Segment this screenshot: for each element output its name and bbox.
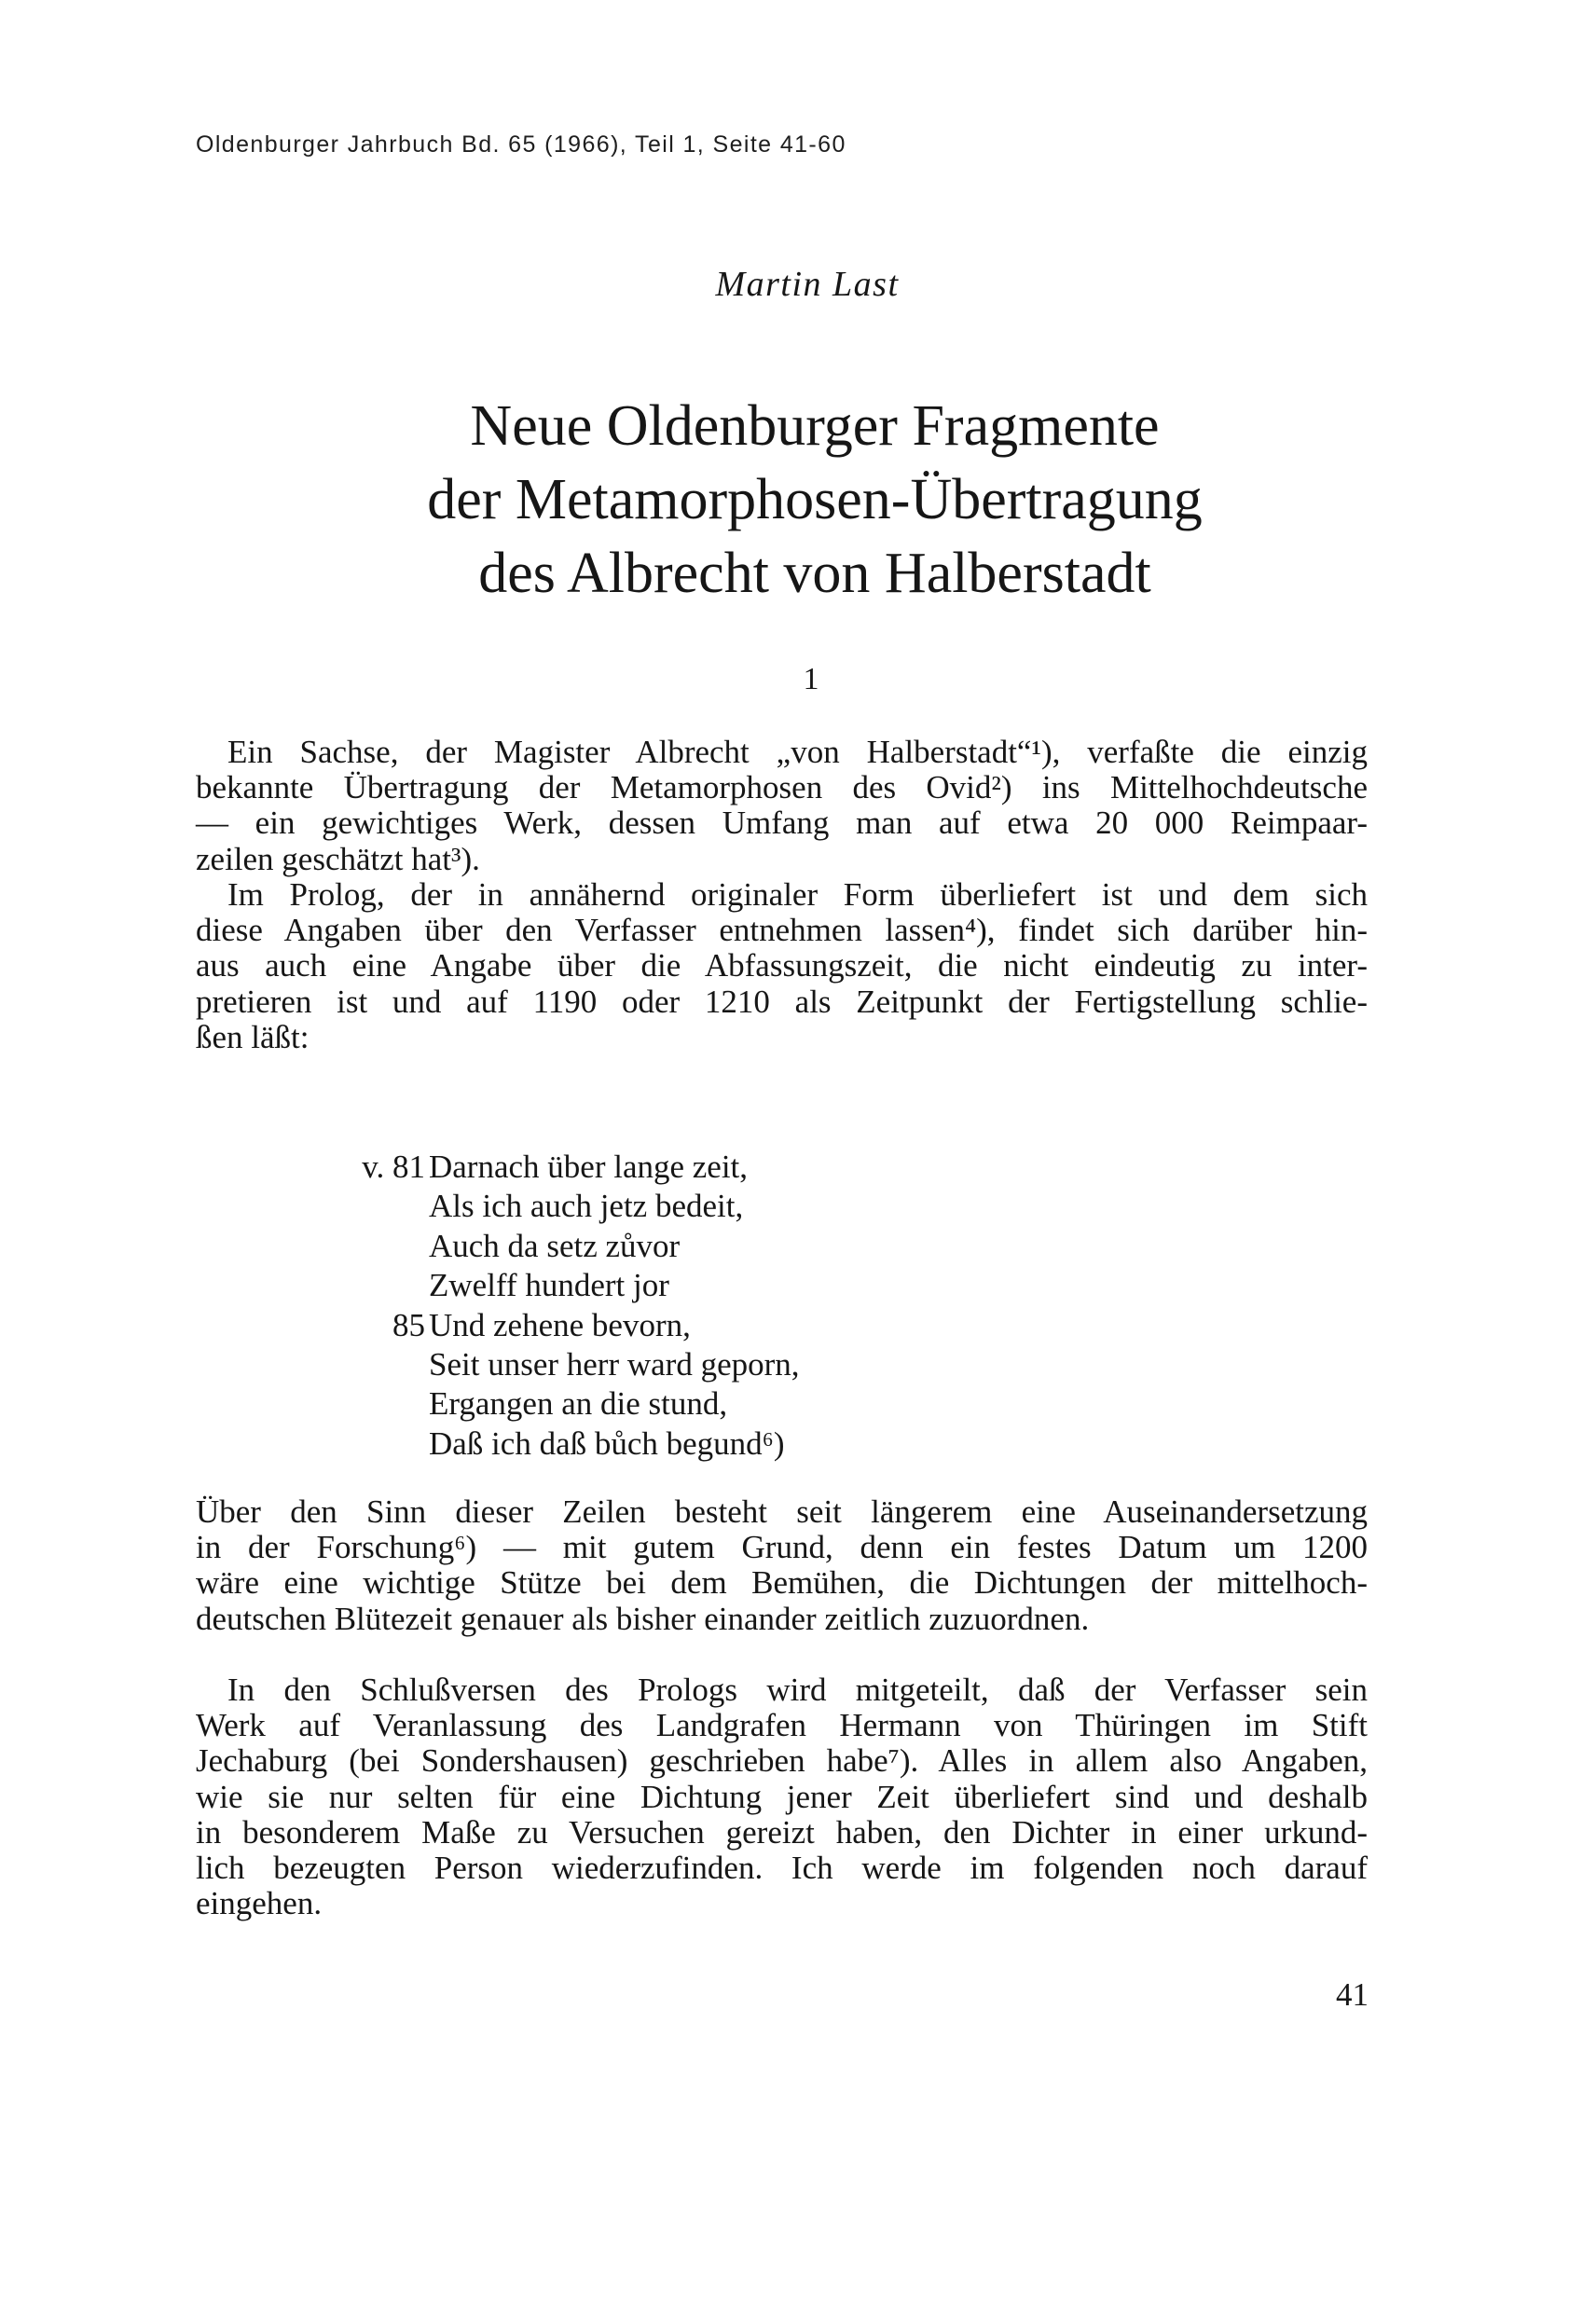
verse-line — [336, 1384, 800, 1424]
title-line: der Metamorphosen-Übertragung — [427, 468, 1203, 531]
verse-text: Ergangen an die stund, — [429, 1385, 728, 1423]
verse-line — [336, 1227, 800, 1266]
verse-text: Darnach über lange zeit, — [429, 1149, 749, 1185]
text-line: ßen läßt: — [196, 1018, 310, 1055]
text-line: pretieren ist und auf 1190 oder 1210 als Zeitpunkt der Fertigstellung schlie- — [196, 983, 1368, 1020]
verse-number — [336, 1227, 429, 1266]
text-line: Ein Sachse, der Magister Albrecht „von Halberstadt“¹), verfaßte die einzig — [227, 734, 1368, 770]
verse-text: Als ich auch jetz bedeit, — [429, 1188, 744, 1225]
text-line: in besonderem Maße zu Versuchen gereizt haben, den Dichter in einer urkund- — [196, 1813, 1368, 1851]
verse-line — [336, 1266, 800, 1305]
section-number: 1 — [803, 662, 819, 696]
paragraph-1 — [196, 735, 1368, 877]
verse-quote — [336, 1148, 800, 1464]
text-line: in der Forschung⁶) — mit gutem Grund, denn ein festes Datum um 1200 — [196, 1529, 1368, 1566]
title-line: des Albrecht von Halberstadt — [478, 542, 1151, 605]
text-line: diese Angaben über den Verfasser entnehmen lassen⁴), findet sich darüber hin- — [196, 912, 1368, 949]
verse-line — [336, 1345, 800, 1384]
text-line: In den Schlußversen des Prologs wird mitgeteilt, daß der Verfasser sein — [227, 1672, 1368, 1708]
author-name: Martin Last — [715, 265, 900, 304]
paragraph-4 — [196, 1672, 1368, 1921]
paragraph-2 — [196, 877, 1368, 1055]
running-head: Oldenburger Jahrbuch Bd. 65 (1966), Teil 1, Seite 41-60 — [196, 131, 846, 158]
verse-number: 85 — [392, 1306, 425, 1343]
text-line: aus auch eine Angabe über die Abfassungszeit, die nicht eindeutig zu inter- — [196, 947, 1368, 984]
text-line: wäre eine wichtige Stütze bei dem Bemühen, die Dichtungen der mittelhoch- — [196, 1564, 1368, 1602]
text-line: eingehen. — [196, 1885, 323, 1922]
article-title — [17, 390, 1596, 611]
text-line: lich bezeugten Person wiederzufinden. Ich werde im folgenden noch darauf — [196, 1850, 1368, 1887]
text-line: bekannte Übertragung der Metamorphosen des Ovid²) ins Mittelhochdeutsche — [196, 769, 1368, 806]
verse-line — [336, 1306, 800, 1345]
text-line: zeilen geschätzt hat³). — [196, 840, 480, 877]
page-number: 41 — [1336, 1976, 1369, 2013]
verse-number — [336, 1424, 429, 1464]
verse-number — [336, 1187, 429, 1226]
text-line: Werk auf Veranlassung des Landgrafen Hermann von Thüringen im Stift — [196, 1707, 1368, 1744]
verse-line — [336, 1424, 800, 1464]
text-line: — ein gewichtiges Werk, dessen Umfang man auf etwa 20 000 Reimpaar- — [196, 805, 1368, 842]
verse-text: Daß ich daß bůch begund⁶) — [429, 1424, 785, 1462]
text-line: Jechaburg (bei Sondershausen) geschrieben habe⁷). Alles in allem also Angaben, — [196, 1742, 1368, 1780]
text-line: Im Prolog, der in annähernd originaler Form überliefert ist und dem sich — [227, 876, 1368, 913]
verse-text: Seit unser herr ward geporn, — [429, 1346, 800, 1383]
verse-text: Auch da setz zůvor — [429, 1227, 681, 1264]
verse-text: Zwelff hundert jor — [429, 1267, 669, 1304]
paragraph-3 — [196, 1494, 1368, 1637]
verse-number — [336, 1266, 429, 1305]
verse-number: v. 81 — [362, 1149, 425, 1185]
title-line: Neue Oldenburger Fragmente — [470, 394, 1160, 458]
verse-line — [336, 1148, 800, 1187]
verse-number — [336, 1384, 429, 1424]
verse-number — [336, 1345, 429, 1384]
text-line: wie sie nur selten für eine Dichtung jener Zeit überliefert sind und deshalb — [196, 1778, 1368, 1815]
text-line: deutschen Blütezeit genauer als bisher einander zeitlich zuzuordnen. — [196, 1600, 1090, 1637]
text-line: Über den Sinn dieser Zeilen besteht seit längerem eine Auseinandersetzung — [196, 1493, 1368, 1530]
verse-line — [336, 1187, 800, 1226]
verse-text: Und zehene bevorn, — [429, 1306, 691, 1343]
